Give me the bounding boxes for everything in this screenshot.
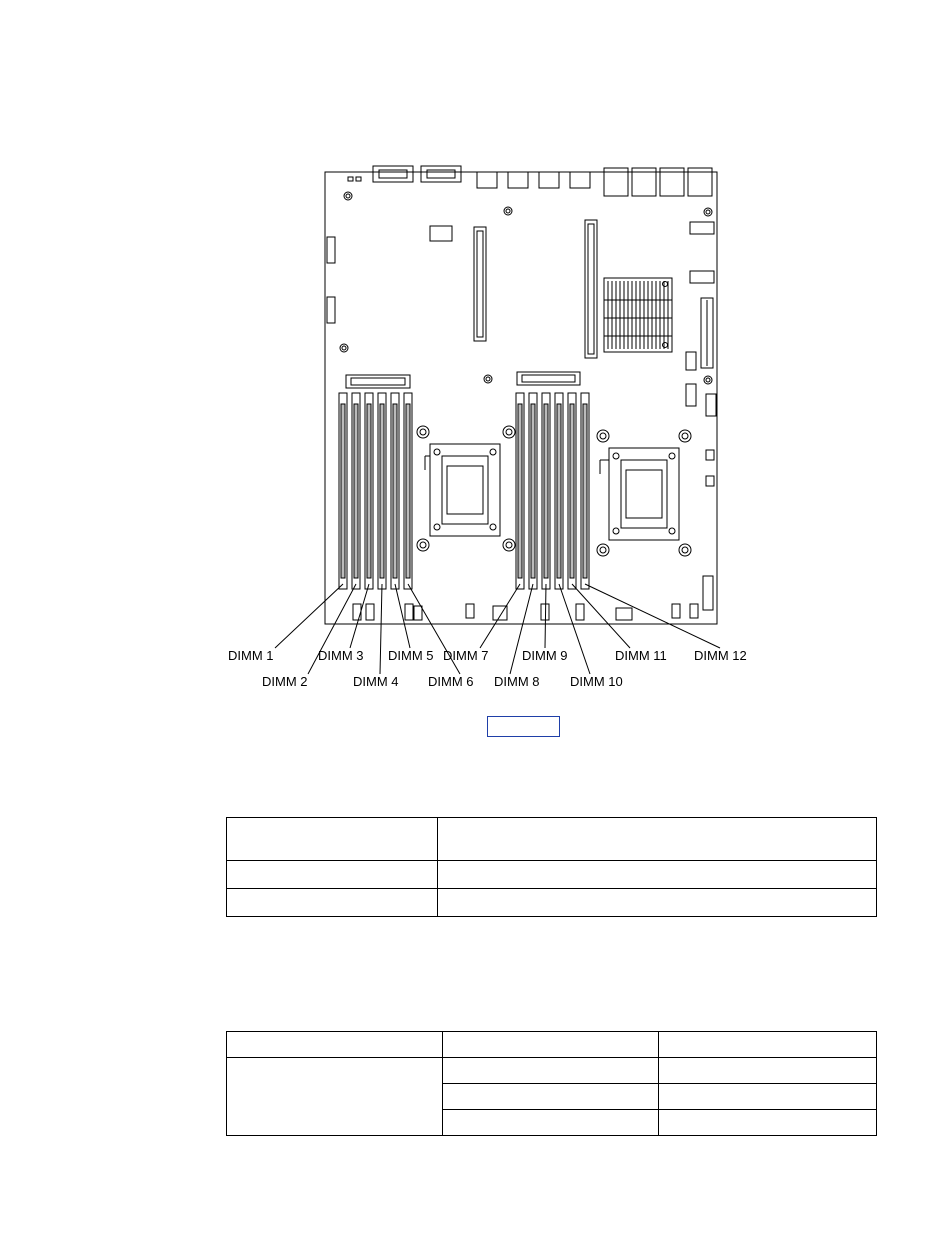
table-2 — [226, 1031, 877, 1136]
dimm-label-6: DIMM 6 — [428, 674, 474, 689]
dimm-power-connector-left — [346, 375, 410, 388]
table-cell — [438, 889, 877, 917]
dimm-label-10: DIMM 10 — [570, 674, 623, 689]
dimm-label-12: DIMM 12 — [694, 648, 747, 663]
dimm-label-1: DIMM 1 — [228, 648, 274, 663]
table-cell — [659, 1032, 877, 1058]
dimm-label-2: DIMM 2 — [262, 674, 308, 689]
dimm-slots-left — [339, 393, 412, 589]
table-cell — [443, 1032, 659, 1058]
dimm-label-7: DIMM 7 — [443, 648, 489, 663]
cpu-socket-1 — [425, 444, 500, 536]
dimm-label-9: DIMM 9 — [522, 648, 568, 663]
dimm-label-3: DIMM 3 — [318, 648, 364, 663]
cpu-socket-2 — [600, 448, 679, 540]
dimm-label-11: DIMM 11 — [615, 648, 667, 663]
table-1 — [226, 817, 877, 917]
table-row — [227, 889, 877, 917]
table-cell — [443, 1058, 659, 1084]
table-cell — [438, 818, 877, 861]
table-cell — [443, 1084, 659, 1110]
table-cell — [443, 1110, 659, 1136]
table-row — [227, 1058, 877, 1084]
table-row — [227, 861, 877, 889]
rear-connectors — [348, 166, 712, 196]
table-cell — [227, 861, 438, 889]
table-cell — [227, 1032, 443, 1058]
dimm-label-8: DIMM 8 — [494, 674, 540, 689]
table-cell — [659, 1110, 877, 1136]
table-cell — [659, 1084, 877, 1110]
table-2-header-row — [227, 1032, 877, 1058]
dimm-power-connector-right — [517, 372, 580, 385]
pcie-slot-1 — [474, 227, 486, 341]
table-cell — [227, 818, 438, 861]
dimm-label-5: DIMM 5 — [388, 648, 434, 663]
dimm-label-4: DIMM 4 — [353, 674, 399, 689]
table-cell — [227, 889, 438, 917]
heatsink — [604, 278, 672, 352]
table-cell-merged — [227, 1058, 443, 1136]
dimm-slots-right — [516, 393, 589, 589]
figure-link-box[interactable] — [487, 716, 560, 737]
pcie-slot-2 — [585, 220, 597, 358]
table-cell — [659, 1058, 877, 1084]
table-1-header-row — [227, 818, 877, 861]
table-cell — [438, 861, 877, 889]
